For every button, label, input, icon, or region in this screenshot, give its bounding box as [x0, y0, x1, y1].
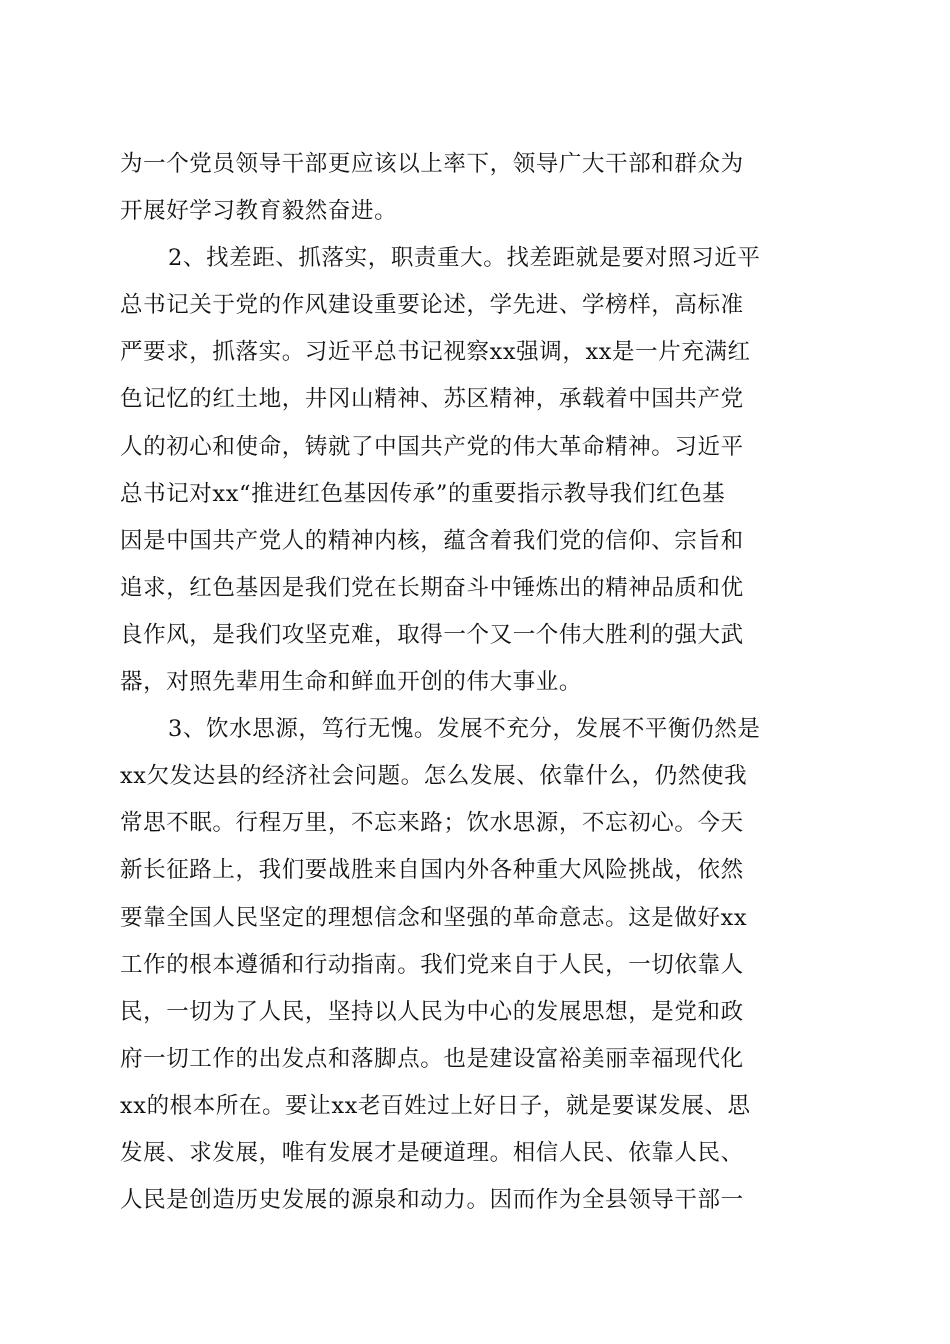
paragraph-start-line: 3、饮水思源，笃行无愧。发展不充分，发展不平衡仍然是 [168, 716, 761, 743]
text-line: xx的根本所在。要让xx老百姓过上好日子，就是要谋发展、思 [120, 1092, 751, 1119]
text-line: 发展、求发展，唯有发展才是硬道理。相信人民、依靠人民、 [120, 1139, 744, 1166]
document-body [120, 141, 832, 1224]
text-line: 府一切工作的出发点和落脚点。也是建设富裕美丽幸福现代化 [120, 1045, 744, 1072]
text-line: 追求，红色基因是我们党在长期奋斗中锤炼出的精神品质和优 [120, 574, 744, 601]
text-line: xx欠发达县的经济社会问题。怎么发展、依靠什么，仍然使我 [120, 763, 748, 790]
text-line: 因是中国共产党人的精神内核，蕴含着我们党的信仰、宗旨和 [120, 527, 744, 554]
text-line: 器，对照先辈用生命和鲜血开创的伟大事业。 [120, 669, 583, 696]
paragraph-start-line: 2、找差距、抓落实，职责重大。找差距就是要对照习近平 [168, 245, 761, 272]
text-line: 常思不眠。行程万里，不忘来路；饮水思源，不忘初心。今天 [120, 810, 744, 837]
text-line: 人民是创造历史发展的源泉和动力。因而作为全县领导干部一 [120, 1187, 744, 1214]
text-line: 开展好学习教育毅然奋进。 [120, 198, 398, 225]
text-line: 色记忆的红土地，井冈山精神、苏区精神，承载着中国共产党 [120, 386, 744, 413]
text-line: 总书记对xx“推进红色基因传承”的重要指示教导我们红色基 [120, 480, 726, 507]
text-line: 要靠全国人民坚定的理想信念和坚强的革命意志。这是做好xx [120, 904, 748, 931]
text-line: 新长征路上，我们要战胜来自国内外各种重大风险挑战，依然 [120, 857, 744, 884]
text-line: 人的初心和使命，铸就了中国共产党的伟大革命精神。习近平 [120, 433, 744, 460]
text-line: 民，一切为了人民，坚持以人民为中心的发展思想，是党和政 [120, 998, 744, 1025]
text-line: 良作风，是我们攻坚克难，取得一个又一个伟大胜利的强大武 [120, 621, 744, 648]
text-line: 总书记关于党的作风建设重要论述，学先进、学榜样，高标准 [120, 292, 744, 319]
text-line: 工作的根本遵循和行动指南。我们党来自于人民，一切依靠人 [120, 951, 744, 978]
text-line: 为一个党员领导干部更应该以上率下，领导广大干部和群众为 [120, 151, 744, 177]
text-line: 严要求，抓落实。习近平总书记视察xx强调，xx是一片充满红 [120, 339, 751, 366]
